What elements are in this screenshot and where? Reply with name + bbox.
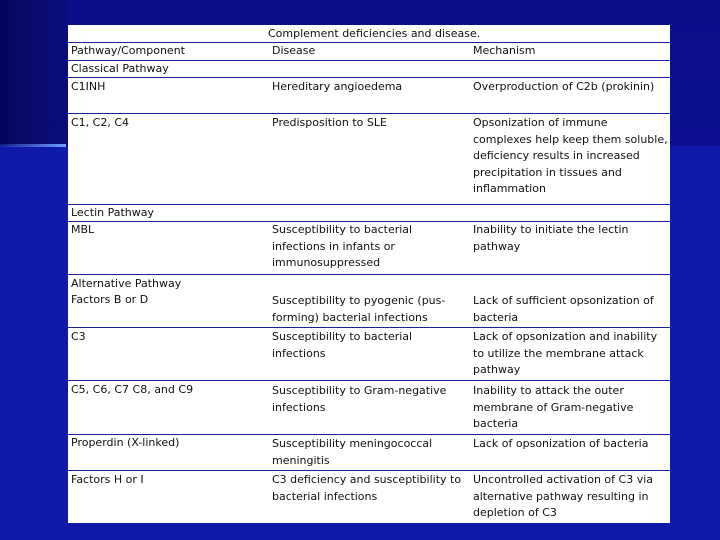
table-row-mbl-component: MBL — [71, 223, 95, 236]
header-mechanism: Mechanism — [473, 44, 536, 57]
table-row-c3-component: C3 — [71, 330, 86, 343]
table-row-c1inh-component: C1INH — [71, 80, 106, 93]
table-row-factors-b-d-component: Factors B or D — [71, 293, 149, 306]
table-row-c5-c9-disease: Susceptibility to Gram-negative infections — [272, 384, 447, 414]
table-row-c1c2c4-disease: Predisposition to SLE — [272, 116, 387, 129]
table-row-c1c2c4-mechanism: Opsonization of immune complexes help keep them soluble, deficiency results in increased precipitation in tissues and inflammation — [473, 116, 668, 195]
divider — [68, 274, 670, 275]
section-lectin-pathway: Lectin Pathway — [71, 206, 154, 219]
table-row-factors-h-i-disease: C3 deficiency and susceptibility to bacterial infections — [272, 473, 462, 503]
table-row-factors-b-d-disease: Susceptibility to pyogenic (pus-forming) bacterial infections — [272, 294, 446, 324]
table-row-mbl-disease: Susceptibility to bacterial infections in infants or immunosuppressed — [272, 223, 413, 269]
table-row-c3-disease: Susceptibility to bacterial infections — [272, 330, 413, 360]
divider — [68, 77, 670, 78]
table-row-properdin-component: Properdin (X-linked) — [71, 436, 180, 449]
table-row-c1inh-disease: Hereditary angioedema — [272, 80, 403, 93]
divider — [68, 380, 670, 381]
section-classical-pathway: Classical Pathway — [71, 62, 169, 75]
table-row-properdin-mechanism: Lack of opsonization of bacteria — [473, 437, 649, 450]
table-row-c1inh-mechanism: Overproduction of C2b (prokinin) — [473, 80, 655, 93]
table-title: Complement deficiencies and disease. — [268, 27, 481, 40]
table-row-c5-c9-component: C5, C6, C7 C8, and C9 — [71, 383, 194, 396]
header-disease: Disease — [272, 44, 316, 57]
table-row-properdin-disease: Susceptibility meningococcal meningitis — [272, 437, 433, 467]
table-row-factors-h-i-component: Factors H or I — [71, 473, 144, 486]
table-row-factors-b-d-mechanism: Lack of sufficient opsonization of bacteria — [473, 294, 654, 324]
table-row-c1c2c4-component: C1, C2, C4 — [71, 116, 130, 129]
section-alternative-pathway: Alternative Pathway — [71, 277, 182, 290]
table-row-c5-c9-mechanism: Inability to attack the outer membrane of Gram-negative bacteria — [473, 384, 634, 430]
table-row-mbl-mechanism: Inability to initiate the lectin pathway — [473, 223, 629, 253]
complement-table — [68, 25, 670, 523]
table-row-factors-h-i-mechanism: Uncontrolled activation of C3 via alternative pathway resulting in depletion of C3 — [473, 473, 654, 519]
header-pathway-component: Pathway/Component — [71, 44, 185, 57]
table-row-c3-mechanism: Lack of opsonization and inability to utilize the membrane attack pathway — [473, 330, 658, 376]
divider — [68, 470, 670, 471]
accent-line — [0, 144, 66, 147]
divider — [68, 327, 670, 328]
divider — [68, 113, 670, 114]
